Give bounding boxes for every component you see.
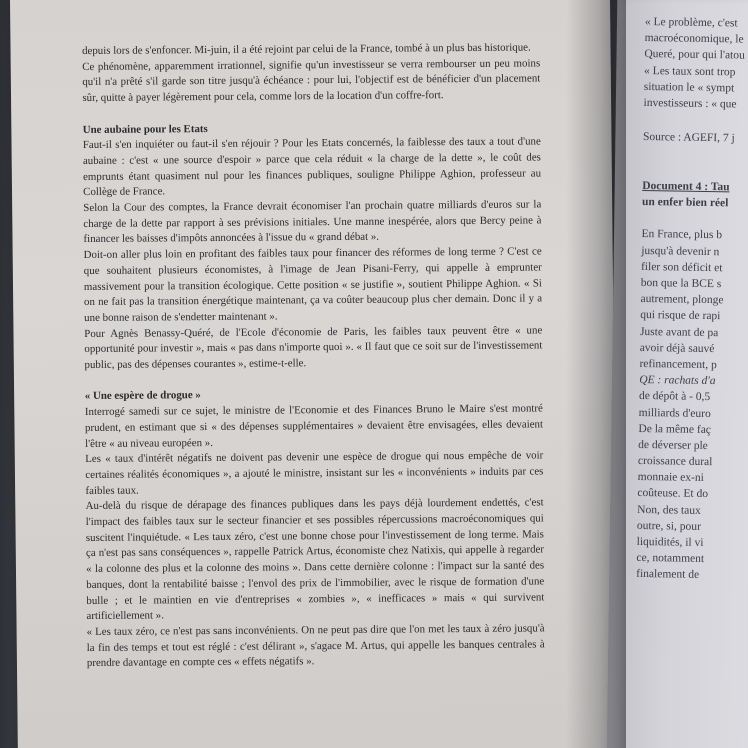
paragraph-aubaine-1: Faut-il s'en inquiéter ou faut-il s'en réjouir ? Pour les Etats concernés, la faiblesse des taux a tout d'une aubaine : c'est « une source d'espoir » parce que cela réduit « la charge de la dette », le coût des emprunts étant quasiment nul pour les finances publiques, souligne Philippe Aghion, professeur au Collège de France. bbox=[82, 135, 542, 199]
right-body-line: croissance dural bbox=[637, 455, 713, 469]
right-body-line: milliards d'euro bbox=[638, 406, 711, 420]
paragraph-aubaine-3: Doit-on aller plus loin en profitant des faibles taux pour financer des réformes de long terme ? C'est ce que souhaitent plusieurs économistes, à l'image de Jean Pisani-Ferry, qui appelle à emprunter massivement pour la transition écologique. Cette position « se justifie », soutient Philippe Aghion. « Si on ne fait pas la transition énergétique maintenant, ça va coûter beaucoup plus cher demain. Donc il y a une bonne raison de s'endetter maintenant ». bbox=[83, 245, 543, 324]
right-body-line: Juste avant de pa bbox=[639, 325, 719, 339]
paragraph-intro-2: Ce phénomène, apparemment irrationnel, signifie qu'un investisseur se verra rembourser un peu moins qu'il n'a prêté s'il garde son titre jusqu'à échéance : pour lui, l'objectif est de bénéficier d'un placement sûr, quitte à payer légèrement pour cela, comme lors de la location d'un coffre-fort. bbox=[82, 57, 541, 105]
right-page-text bbox=[636, 14, 748, 585]
right-body-line: autrement, plonge bbox=[640, 293, 724, 307]
right-body-line: De la même faç bbox=[638, 422, 712, 436]
right-body-line: coûteuse. Et do bbox=[637, 487, 709, 501]
right-body-line: bon que la BCE s bbox=[640, 276, 722, 291]
document-4-subtitle: un enfer bien réel bbox=[641, 196, 729, 210]
right-body-line: qui risque de rapi bbox=[640, 309, 721, 323]
right-body-line: ce, notamment bbox=[636, 552, 705, 566]
right-body-line: avoir déjà sauvé bbox=[639, 341, 715, 355]
section-heading-aubaine: Une aubaine pour les Etats bbox=[82, 122, 208, 136]
right-body-line: Non, des taux bbox=[637, 503, 701, 517]
book-gutter-shadow bbox=[566, 0, 626, 748]
right-body-line: En France, plus b bbox=[641, 228, 723, 242]
left-page-text bbox=[82, 40, 545, 672]
paragraph-aubaine-4: Pour Agnès Benassy-Quéré, de l'Ecole d'économie de Paris, les faibles taux peuvent être « une opportunité pour investir », mais « pas dans n'importe quoi ». « Il faut que ce soit sur de l'investissement public, pas des dépenses courantes », estime-t-elle. bbox=[84, 324, 543, 372]
source-line: Source : AGEFI, 7 j bbox=[642, 131, 735, 145]
paragraph-intro-1: depuis lors de s'enfoncer. Mi-juin, il a été rejoint par celui de la France, tombé à un plus bas historique. bbox=[82, 41, 531, 57]
right-body-line: filer son déficit et bbox=[640, 260, 723, 275]
right-body-line: de déverser ple bbox=[638, 438, 708, 452]
section-heading-drogue: « Une espère de drogue » bbox=[84, 389, 201, 403]
right-body-line: de dépôt à - 0,5 bbox=[638, 390, 711, 404]
right-body-line: refinancement, p bbox=[639, 357, 717, 372]
paragraph-drogue-1: Interrogé samedi sur ce sujet, le ministre de l'Economie et des Finances Bruno le Maire s'est montré prudent, en estimant que si « des dépenses supplémentaires » devaient être envisagées, elles devaient l'être « au niveau européen ». bbox=[84, 402, 544, 450]
right-body-line: QE : rachats d'a bbox=[639, 374, 716, 388]
right-body-line: outre, si, pour bbox=[636, 519, 701, 533]
right-body-line: monnaie ex-ni bbox=[637, 471, 704, 485]
right-body-line: jusqu'à devenir n bbox=[641, 244, 720, 258]
right-top-line: « Les taux sont trop bbox=[644, 64, 736, 78]
right-body-line: liquidités, il vi bbox=[636, 535, 704, 549]
paragraph-drogue-2: Les « taux d'intérêt négatifs ne doivent pas devenir une espèce de drogue qui nous empêche de voir certaines réalités économiques », a ajouté le ministre, insistant sur les « inconvénients » induits par ces faibles taux. bbox=[85, 449, 544, 497]
right-top-line: investisseurs : « que bbox=[643, 96, 737, 111]
paragraph-aubaine-2: Selon la Cour des comptes, la France devrait économiser l'an prochain quatre milliards d'euros sur la charge de la dette par rapport à ses prévisions initiales. Une manne inespérée, alors que Bercy peine à financer les baisses d'impôts annoncées à l'issue du « grand débat ». bbox=[83, 198, 542, 246]
document-4-title: Document 4 : Tau bbox=[642, 179, 730, 194]
right-top-line: Queré, pour qui l'atou bbox=[644, 48, 745, 62]
right-top-line: « Le problème, c'est bbox=[644, 15, 738, 30]
right-body-line: finalement de bbox=[636, 568, 700, 582]
right-top-line: macroéconomique, le bbox=[644, 32, 744, 46]
paragraph-drogue-4: « Les taux zéro, ce n'est pas sans inconvénients. On ne peut pas dire que l'on met les taux à zéro jusqu'à la fin des temps et tout est réglé : c'est délirant », s'agace M. Artus, qui appelle les banques centrales à prendre davantage en compte ces « effets négatifs ». bbox=[86, 622, 545, 670]
paragraph-drogue-3: Au-delà du risque de dérapage des finances publiques dans les pays déjà lourdement endettés, c'est l'impact des faibles taux sur le secteur financier et ses possibles répercussions macroéconomiques qui suscitent l'inquiétude. « Les taux zéro, c'est une bonne chose pour l'investissement de long terme. Mais ça n'est pas sans conséquences », rappelle Patrick Artus, économiste chez Natixis, qui appelle à regarder « la colonne des plus et la colonne des moins ». Dans cette dernière colonne : l'impact sur la santé des banques, dont la rentabilité baisse ; l'envol des prix de l'immobilier, avec le risque de formation d'une bulle ; et le maintien en vie d'entreprises « zombies », « inefficaces » mais « qui survivent artificiellement ». bbox=[85, 496, 545, 623]
right-top-line: situation le « sympt bbox=[643, 80, 735, 95]
